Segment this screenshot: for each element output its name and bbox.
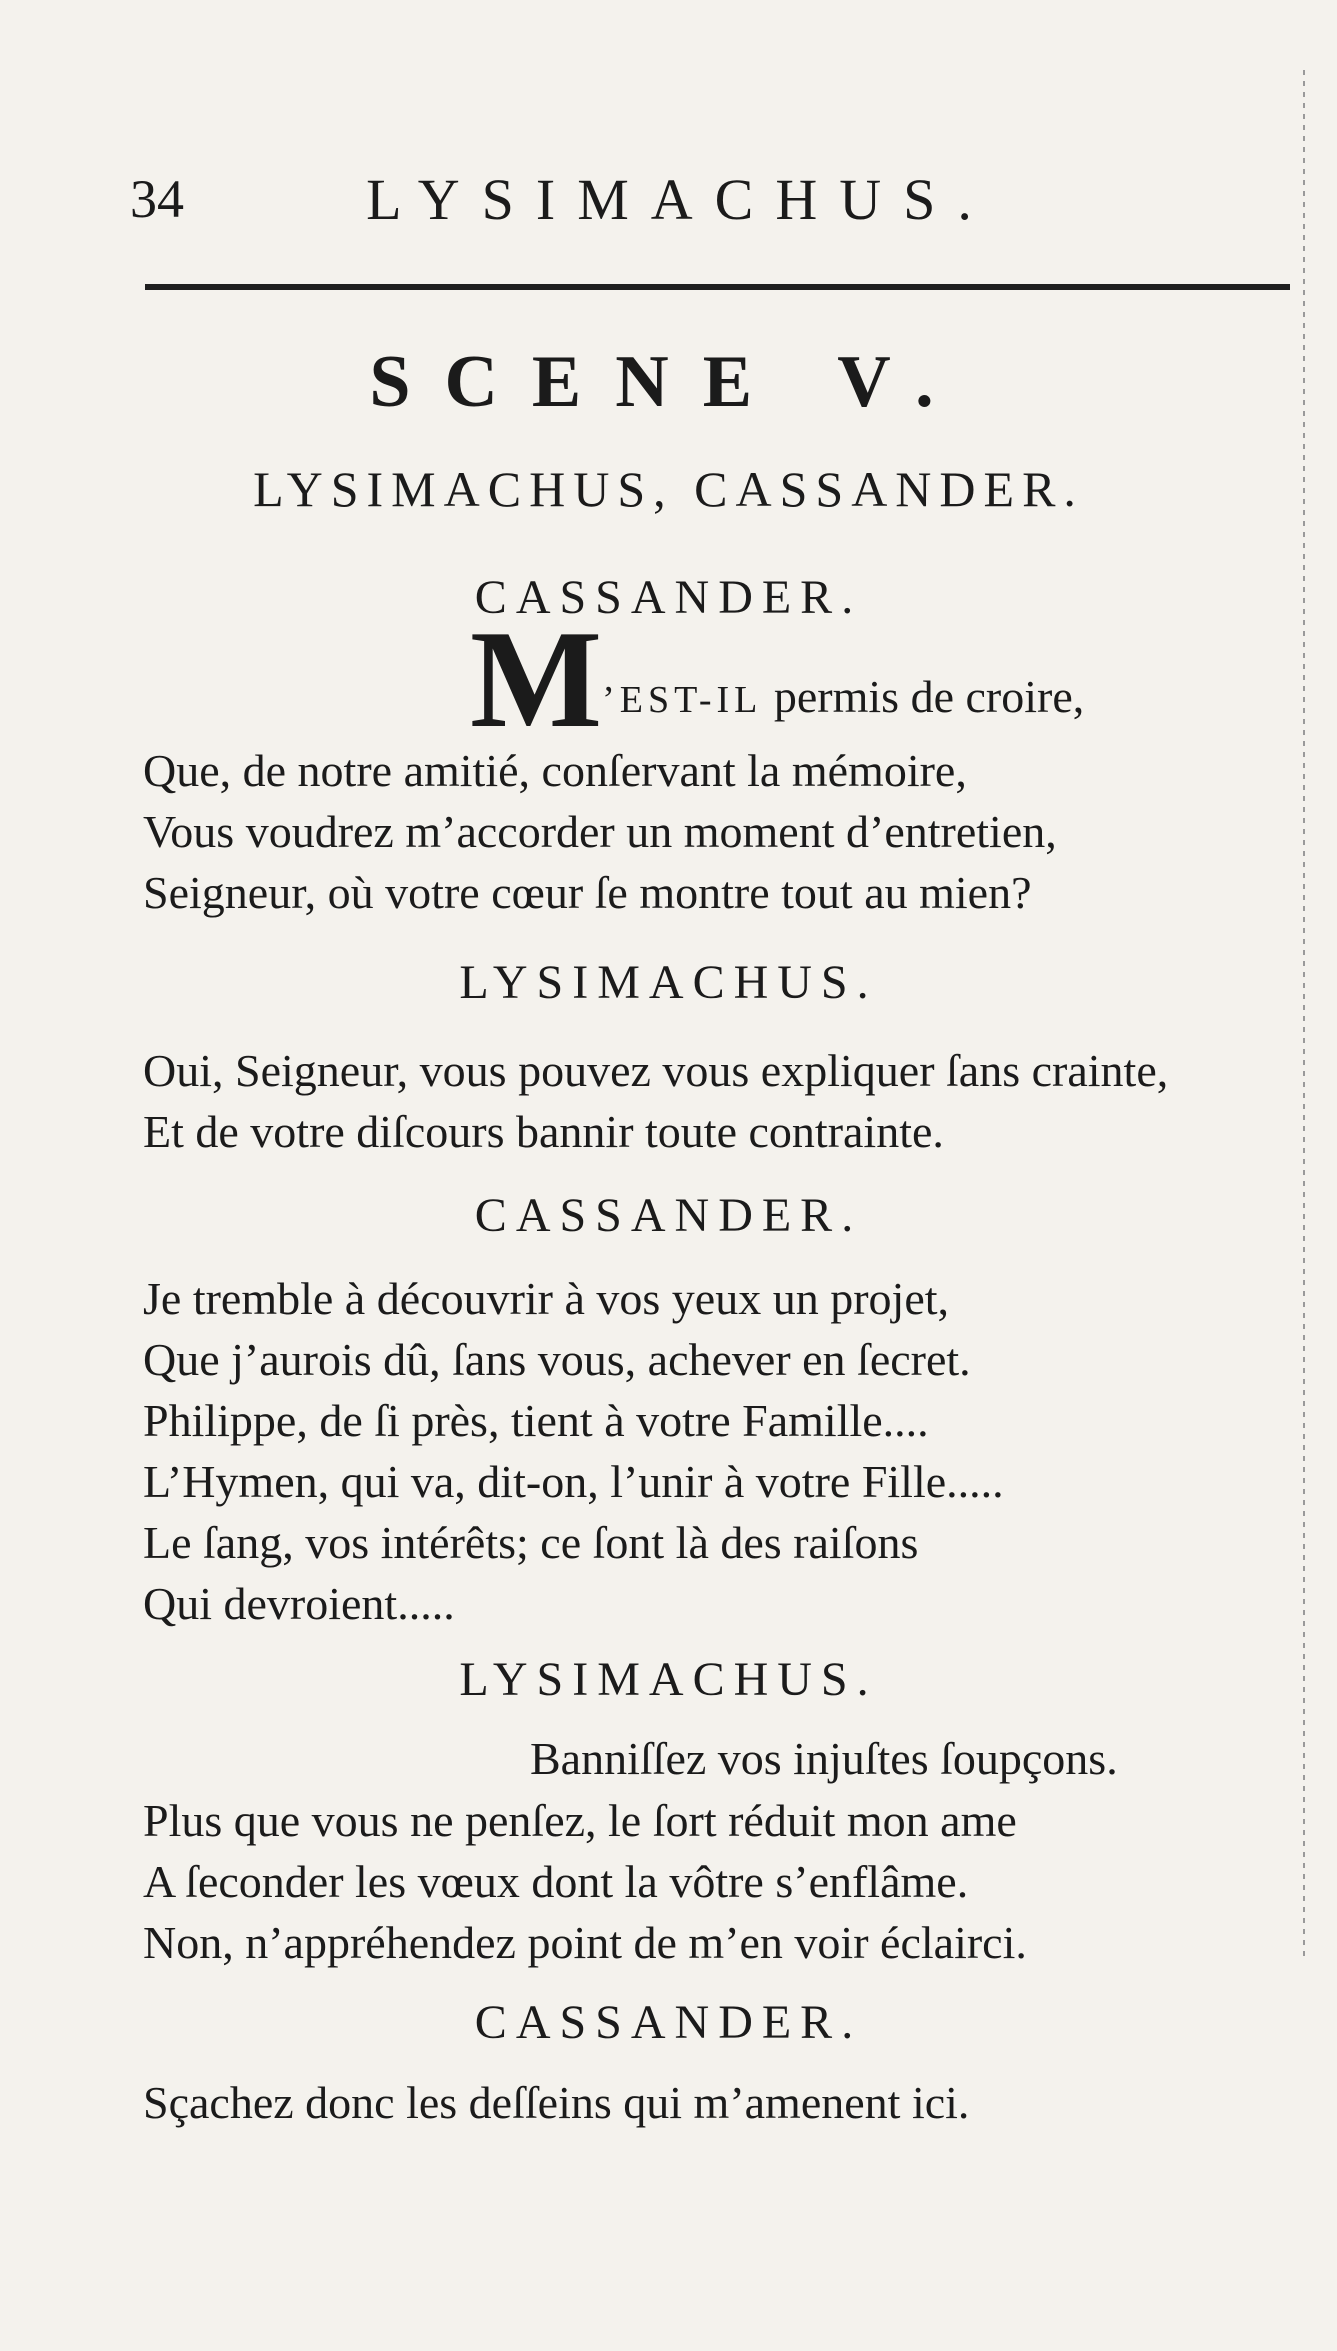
verse-line: Sçachez donc les deſſeins qui m’amenent ici.	[143, 2077, 970, 2128]
verse-line: Que, de notre amitié, conſervant la mémoire,	[143, 745, 967, 796]
verse-line: Je tremble à découvrir à vos yeux un projet,	[143, 1273, 950, 1324]
verse-line: Oui, Seigneur, vous pouvez vous expliquer ſans crainte,	[143, 1045, 1169, 1096]
speaker-heading: LYSIMACHUS.	[459, 956, 878, 1009]
verse-line-indented: Banniſſez vos injuſtes ſoupçons.	[530, 1733, 1118, 1784]
verse-line: Qui devroient.....	[143, 1578, 455, 1629]
verse-line: A ſeconder les vœux dont la vôtre s’enflâme.	[143, 1856, 969, 1907]
first-verse-line	[470, 602, 1085, 757]
running-title: LYSIMACHUS.	[366, 167, 994, 232]
verse-line: Et de votre diſcours bannir toute contrainte.	[143, 1106, 944, 1157]
margin-ruling	[1303, 70, 1305, 1960]
speaker-heading: CASSANDER.	[474, 571, 863, 624]
verse-line: Vous voudrez m’accorder un moment d’entretien,	[143, 806, 1057, 857]
small-caps-opening: ’EST-IL	[602, 679, 763, 721]
running-head	[0, 160, 1337, 240]
verse-line: Seigneur, où votre cœur ſe montre tout au mien?	[143, 867, 1032, 918]
speaker-heading: CASSANDER.	[474, 1189, 863, 1242]
verse-line: Que j’aurois dû, ſans vous, achever en ſecret.	[143, 1334, 971, 1385]
verse-line: Non, n’appréhendez point de m’en voir éclairci.	[143, 1917, 1027, 1968]
verse-text: permis de croire,	[762, 671, 1085, 722]
speaker-heading: CASSANDER.	[474, 1996, 863, 2049]
verse-line: Le ſang, vos intérêts; ce ſont là des raiſons	[143, 1517, 919, 1568]
page-number: 34	[130, 169, 184, 229]
drop-cap: M	[470, 602, 603, 757]
verse-line: Plus que vous ne penſez, le ſort réduit mon ame	[143, 1795, 1017, 1846]
verse-line: Philippe, de ſi près, tient à votre Famille....	[143, 1395, 929, 1446]
verse-line: L’Hymen, qui va, dit-on, l’unir à votre Fille.....	[143, 1456, 1004, 1507]
scene-characters: LYSIMACHUS, CASSANDER.	[253, 461, 1084, 517]
speaker-heading: LYSIMACHUS.	[459, 1653, 878, 1706]
header-rule	[145, 284, 1290, 290]
scene-title: SCENE V.	[369, 341, 968, 423]
